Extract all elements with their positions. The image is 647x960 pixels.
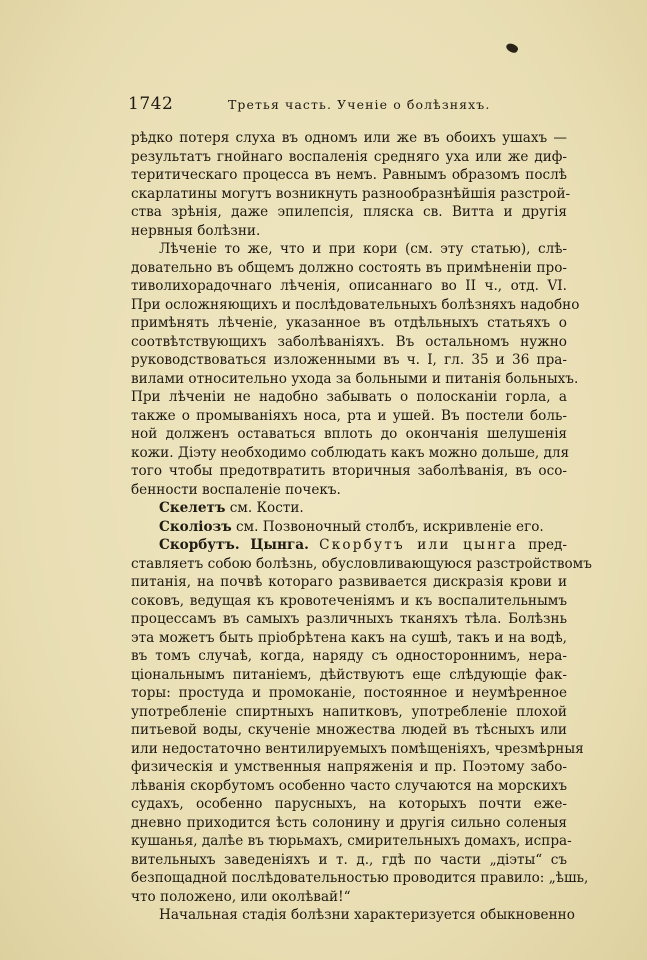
text-line <box>131 351 567 370</box>
text-run: тиволихорадочнаго лѣченія, описаннаго во II ч., отд. VI. <box>131 278 567 294</box>
text-run: Лѣченіе то же, что и при кори (см. эту статью), слѣ- <box>159 241 567 257</box>
text-run: примѣнять лѣченіе, указанное въ отдѣльныхъ статьяхъ о <box>131 315 567 331</box>
text-line <box>131 814 567 833</box>
text-line <box>131 222 567 241</box>
text-line <box>131 536 567 555</box>
text-run: соковъ, ведущая къ кровотеченіямъ и къ воспалительнымъ <box>131 592 567 609</box>
text-line <box>131 444 570 463</box>
entry-heading: Сколіозъ <box>159 518 232 535</box>
text-run: также о промываніяхъ носа, рта и ушей. Въ постели боль- <box>131 407 567 424</box>
text-line <box>131 240 567 259</box>
text-run: см. Позвоночный столбъ, искривленіе его. <box>231 518 544 535</box>
text-line <box>131 148 567 167</box>
text-line <box>131 703 567 722</box>
text-run: ставляетъ собою болѣзнь, обусловливающуюся разстройствомъ <box>131 555 592 572</box>
text-line <box>131 888 567 907</box>
text-line <box>131 499 567 518</box>
text-run: соотвѣтствующихъ заболѣваніяхъ. Въ остальномъ нужно <box>131 333 567 350</box>
text-run: вилами относительно ухода за больными и питанія больныхъ. <box>131 370 579 387</box>
text-line <box>131 333 567 352</box>
text-run: въ томъ случаѣ, когда, наряду съ одностороннимъ, нера- <box>131 648 567 664</box>
text-run: При осложняющихъ и послѣдовательныхъ болѣзняхъ надобно <box>131 296 580 313</box>
text-line <box>131 629 567 648</box>
text-line <box>131 795 567 814</box>
text-line <box>131 758 567 777</box>
body-text <box>131 129 592 925</box>
text-line <box>131 296 580 315</box>
text-line <box>131 777 567 796</box>
text-run: результатъ гнойнаго воспаленія средняго уха или же диф- <box>131 148 567 165</box>
text-line <box>131 684 567 703</box>
text-run: ства зрѣнія, даже эпилепсія, пляска св. Витта и другія <box>131 204 567 220</box>
text-run: ной долженъ оставаться вплоть до окончанія шелушенія <box>131 426 567 442</box>
text-run: см. Кости. <box>225 500 304 516</box>
text-run: скарлатины могутъ возникнуть разнообразнѣйшія разстрой- <box>131 185 571 202</box>
text-line <box>131 740 584 759</box>
text-line <box>131 314 567 333</box>
text-line <box>131 259 567 278</box>
text-run <box>309 537 319 553</box>
text-run: того чтобы предотвратить вторичныя заболѣванія, въ осо- <box>131 463 567 479</box>
text-run: руководствоваться изложенными въ ч. I, гл. 35 и 36 пра- <box>131 352 567 368</box>
text-line <box>131 851 567 870</box>
text-line <box>131 407 567 426</box>
page-number: 1742 <box>128 94 174 114</box>
text-line <box>131 370 579 389</box>
text-run: питанія, на почвѣ котораго развивается дискразія крови и <box>131 574 567 590</box>
text-line <box>131 573 567 592</box>
text-run: ціональнымъ питаніемъ, дѣйствуютъ еще слѣдующіе фак- <box>131 666 567 683</box>
text-run: кушанья, далѣе въ тюрьмахъ, смирительныхъ домахъ, испра- <box>131 833 572 849</box>
text-line <box>131 129 567 148</box>
text-line <box>131 425 567 444</box>
text-line <box>131 185 571 204</box>
text-line <box>131 721 567 740</box>
text-run: довательно въ общемъ должно состоять въ примѣненіи про- <box>131 259 567 276</box>
text-line <box>131 906 575 925</box>
text-run: бенности воспаленіе почекъ. <box>131 481 341 498</box>
text-run: рѣдко потеря слуха въ одномъ или же въ обоихъ ушахъ — <box>131 130 567 146</box>
text-line <box>131 555 592 574</box>
running-head: Третья часть. Ученіе о болѣзняхъ. <box>228 97 491 112</box>
text-run: кожи. Діэту необходимо соблюдать какъ можно дольше, для <box>131 444 570 461</box>
entry-heading: Скелетъ <box>159 500 226 516</box>
text-run: физическія и умственныя напряженія и пр. Поэтому забо- <box>131 759 567 775</box>
text-run: вительныхъ заведеніяхъ и т. д., гдѣ по части „діэты“ съ <box>131 851 567 868</box>
text-run: судахъ, особенно парусныхъ, на которыхъ почти еже- <box>131 796 567 812</box>
text-run: употребленіе спиртныхъ напитковъ, употребленіе плохой <box>131 703 567 720</box>
text-run: дневно приходится ѣсть солонину и другія сильно соленыя <box>131 814 567 831</box>
text-line <box>131 518 567 537</box>
text-line <box>131 666 567 685</box>
text-line <box>131 166 567 185</box>
text-run: питьевой воды, скученіе множества людей въ тѣсныхъ или <box>131 722 567 738</box>
text-line <box>131 277 567 296</box>
text-run: нервныя болѣзни. <box>131 222 261 239</box>
text-line <box>131 647 567 666</box>
entry-heading: Скорбутъ. Цынга. <box>159 537 309 553</box>
spaced-term: Скорбутъ или цынга <box>319 537 518 553</box>
page-header <box>128 94 568 116</box>
text-line <box>131 481 567 500</box>
text-run: пред- <box>517 537 568 553</box>
text-run: Начальная стадія болѣзни характеризуется обыкновенно <box>159 907 575 923</box>
text-run: При лѣченіи не надобно забывать о полосканіи горла, а <box>131 389 567 405</box>
text-run: безпощадной послѣдовательностью проводится правило: „ѣшь, <box>131 870 589 886</box>
text-run: лѣванія скорбутомъ особенно часто случаются на морскихъ <box>131 777 567 794</box>
text-run: что положено, или околѣвай!“ <box>131 888 351 905</box>
text-line <box>131 832 572 851</box>
text-line <box>131 388 567 407</box>
text-line <box>131 610 567 629</box>
text-run: процессамъ въ самыхъ различныхъ тканяхъ тѣла. Болѣзнь <box>131 611 567 627</box>
text-run: торы: простуда и промоканіе, постоянное и неумѣренное <box>131 685 567 701</box>
text-line <box>131 592 567 611</box>
text-run: теритическаго процесса въ немъ. Равнымъ образомъ послѣ <box>131 167 567 183</box>
text-line <box>131 203 567 222</box>
ink-spot <box>505 42 519 55</box>
text-run: эта можетъ быть пріобрѣтена какъ на сушѣ, такъ и на водѣ, <box>131 629 567 646</box>
text-line <box>131 869 589 888</box>
text-line <box>131 462 567 481</box>
text-run: или недостаточно вентилируемыхъ помѣщеніяхъ, чрезмѣрныя <box>131 740 584 757</box>
